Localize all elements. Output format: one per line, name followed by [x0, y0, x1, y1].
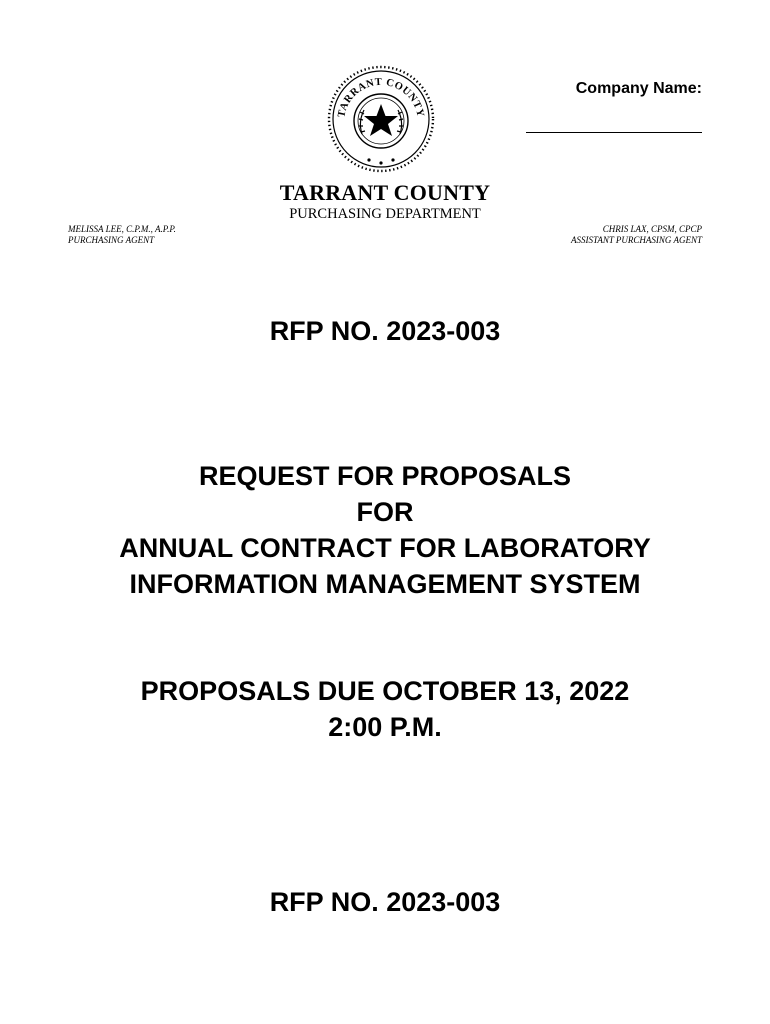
department-name: PURCHASING DEPARTMENT: [289, 206, 481, 222]
proposal-due-time: 2:00 P.M.: [328, 712, 442, 742]
assistant-agent-title: ASSISTANT PURCHASING AGENT: [570, 235, 702, 245]
request-title-line: ANNUAL CONTRACT FOR LABORATORY: [119, 533, 651, 563]
request-title-block: [0, 458, 770, 602]
purchasing-agent-name: MELISSA LEE, C.P.M., A.P.P.: [68, 224, 176, 234]
star-icon: [364, 104, 398, 136]
company-name-field[interactable]: [526, 132, 702, 133]
purchasing-agent-block: [68, 224, 176, 246]
assistant-agent-block: [571, 224, 702, 246]
assistant-agent-name: CHRIS LAX, CPSM, CPCP: [602, 224, 702, 234]
request-title-line: FOR: [356, 497, 414, 527]
rfp-number-bottom: RFP NO. 2023-003: [269, 887, 501, 917]
county-seal: [326, 64, 436, 174]
request-title-line: INFORMATION MANAGEMENT SYSTEM: [129, 569, 641, 599]
seal-stars-icon: [367, 158, 394, 164]
seal-text-top: TARRANT COUNTY: [336, 76, 426, 119]
proposal-due-block: [0, 673, 770, 745]
company-name-label: Company Name:: [575, 80, 702, 97]
county-seal-icon: [326, 64, 436, 174]
proposal-due-date: PROPOSALS DUE OCTOBER 13, 2022: [140, 676, 630, 706]
purchasing-agent-title: PURCHASING AGENT: [68, 235, 155, 245]
request-title-line: REQUEST FOR PROPOSALS: [198, 461, 572, 491]
org-name: TARRANT COUNTY: [279, 180, 491, 205]
rfp-number-top: RFP NO. 2023-003: [269, 316, 501, 346]
